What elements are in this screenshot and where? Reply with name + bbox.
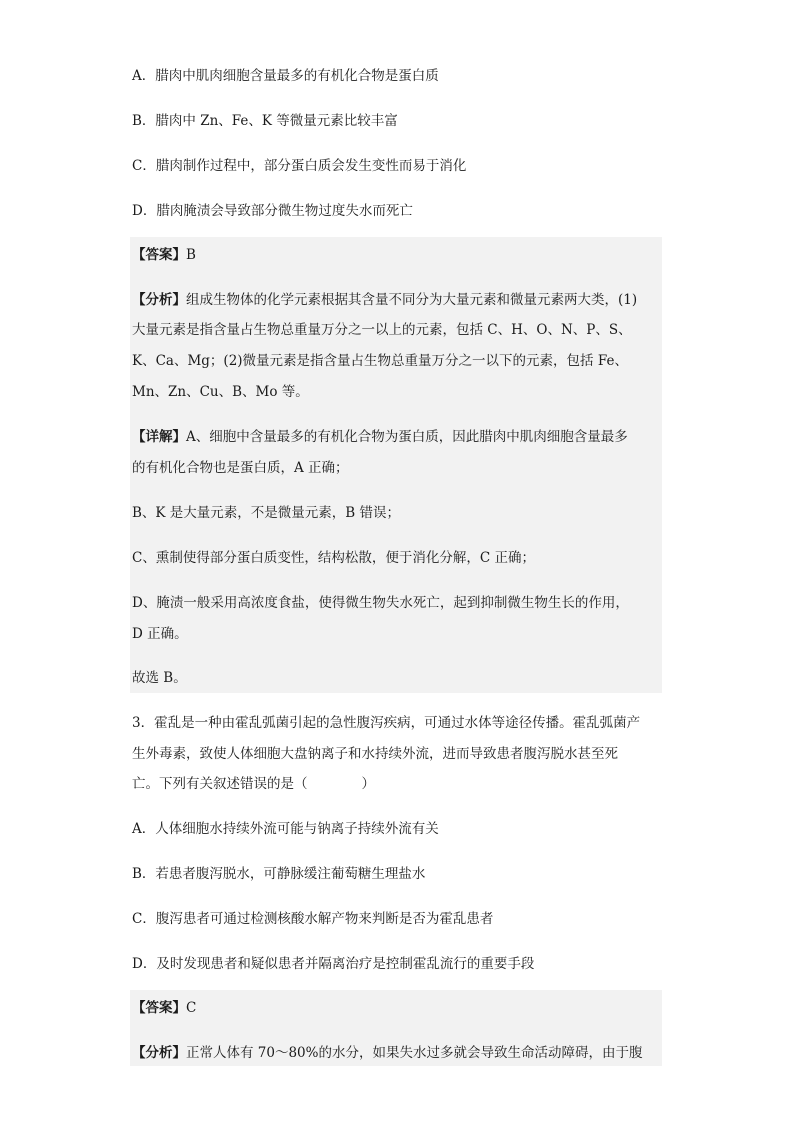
q3-analysis-line-1 [132,1043,642,1063]
q2-analysis-line-1 [132,290,637,310]
q2-option-c: C．腊肉制作过程中，部分蛋白质会发生变性而易于消化 [132,158,467,174]
answer-tag: 【答案】 [132,1000,186,1016]
q3-option-d: D．及时发现患者和疑似患者并隔离治疗是控制霍乱流行的重要手段 [132,956,535,972]
q2-detail-b: B、K 是大量元素，不是微量元素，B 错误； [132,505,401,521]
q2-detail-c: C、熏制使得部分蛋白质变性，结构松散，便于消化分解，C 正确； [132,550,535,566]
answer-value: B [186,247,196,263]
analysis-text: 正常人体有 70～80%的水分，如果失水过多就会导致生命活动障碍，由于腹 [186,1045,643,1061]
detail-text: A、细胞中含量最多的有机化合物为蛋白质，因此腊肉中肌肉细胞含量最多 [186,429,628,445]
answer-tag: 【答案】 [132,247,186,263]
q2-detail-line-1 [132,427,628,447]
q2-answer [132,245,196,265]
q2-detail-line-2: 的有机化合物也是蛋白质，A 正确； [132,460,349,476]
q3-stem-line-2: 生外毒素，致使人体细胞大盘钠离子和水持续外流，进而导致患者腹泻脱水甚至死 [132,746,618,762]
q2-option-a: A．腊肉中肌肉细胞含量最多的有机化合物是蛋白质 [132,68,439,84]
q3-stem-line-1: 3．霍乱是一种由霍乱弧菌引起的急性腹泻疾病，可通过水体等途径传播。霍乱弧菌产 [132,715,641,731]
analysis-text: 组成生物体的化学元素根据其含量不同分为大量元素和微量元素两大类，(1) [186,292,638,308]
q2-option-b: B．腊肉中 Zn、Fe、K 等微量元素比较丰富 [132,113,398,129]
q2-detail-d-line-1: D、腌渍一般采用高浓度食盐，使得微生物失水死亡，起到抑制微生物生长的作用， [132,595,629,611]
analysis-tag: 【分析】 [132,1045,186,1061]
q3-option-b: B．若患者腹泻脱水，可静脉缓注葡萄糖生理盐水 [132,866,426,882]
q3-answer [132,998,196,1018]
q3-stem-line-3: 亡。下列有关叙述错误的是（ ） [132,776,375,792]
q3-option-a: A．人体细胞水持续外流可能与钠离子持续外流有关 [132,821,439,837]
q2-conclusion: 故选 B。 [132,670,187,686]
q2-option-d: D．腊肉腌渍会导致部分微生物过度失水而死亡 [132,203,413,219]
analysis-tag: 【分析】 [132,292,186,308]
q2-analysis-line-2: 大量元素是指含量占生物总重量万分之一以上的元素，包括 C、H、O、N、P、S、 [132,322,632,338]
q2-analysis-line-3: K、Ca、Mg；(2)微量元素是指含量占生物总重量万分之一以下的元素，包括 Fe、 [132,353,628,369]
q3-option-c: C．腹泻患者可通过检测核酸水解产物来判断是否为霍乱患者 [132,911,494,927]
q2-detail-d-line-2: D 正确。 [132,626,188,642]
detail-tag: 【详解】 [132,429,186,445]
answer-value: C [186,1000,197,1016]
q2-analysis-line-4: Mn、Zn、Cu、B、Mo 等。 [132,384,309,400]
